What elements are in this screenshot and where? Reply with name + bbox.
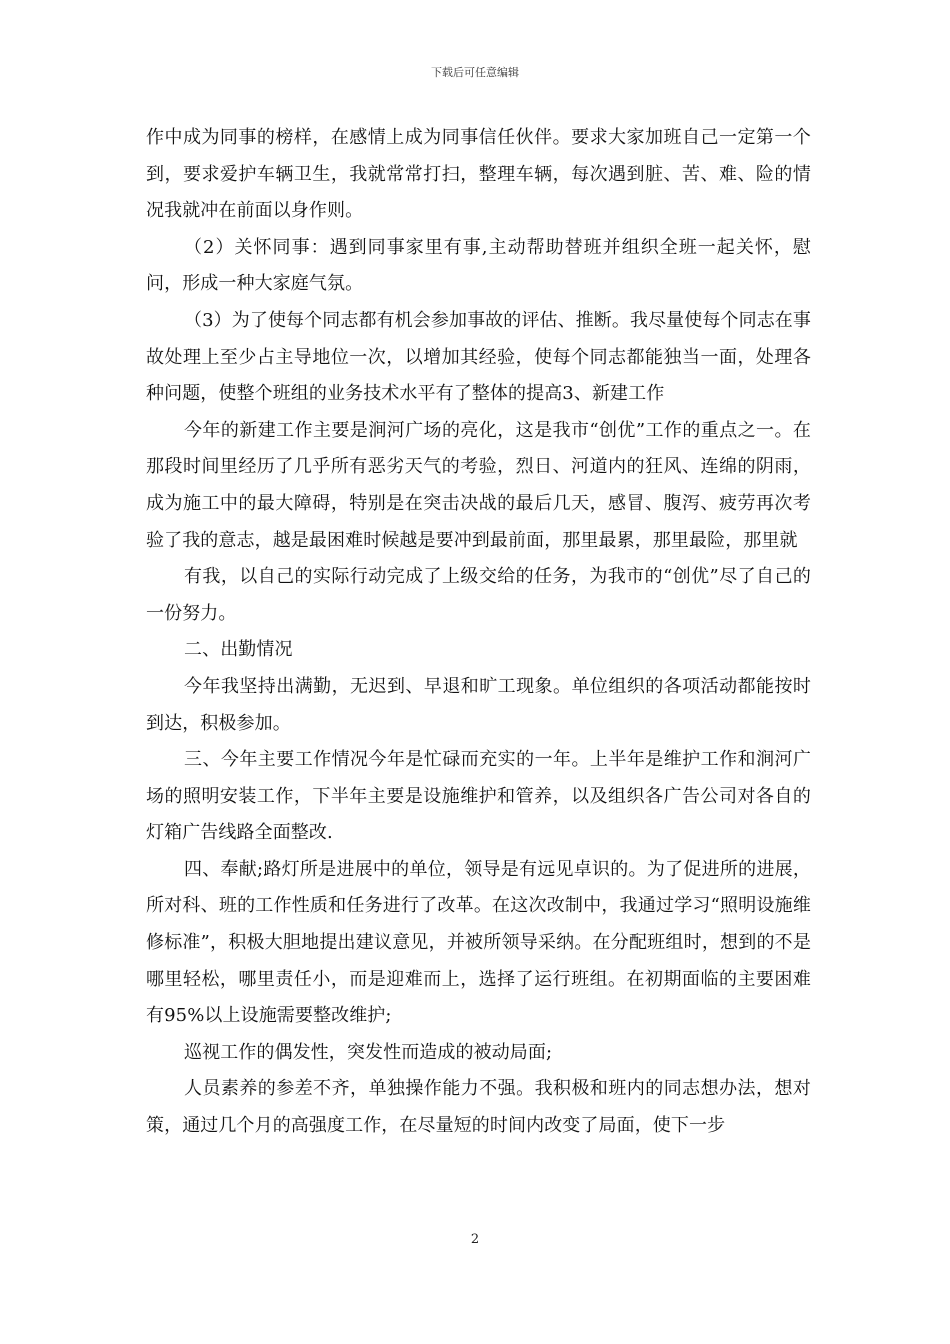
paragraph-3: （3）为了使每个同志都有机会参加事故的评估、推断。我尽量使每个同志在事故处理上至少占主导地位一次，以增加其经验，使每个同志都能独当一面，处理各种问题，使整个班组的业务技术水平有了整体的提高3、新建工作 <box>146 309 811 405</box>
paragraph-5: 有我，以自己的实际行动完成了上级交给的任务，为我市的“创优”尽了自己的一份努力。 <box>146 566 811 624</box>
paragraph-2: （2）关怀同事：遇到同事家里有事,主动帮助替班并组织全班一起关怀，慰问，形成一种大家庭气氛。 <box>146 236 811 295</box>
paragraph-11: 人员素养的参差不齐，单独操作能力不强。我积极和班内的同志想办法，想对策，通过几个月的高强度工作，在尽量短的时间内改变了局面，使下一步 <box>146 1078 811 1137</box>
paragraph-7: 今年我坚持出满勤，无迟到、早退和旷工现象。单位组织的各项活动都能按时到达，积极参加。 <box>146 675 811 734</box>
page-header-note: 下载后可任意编辑 <box>431 66 519 79</box>
document-body <box>146 120 811 1145</box>
paragraph-9: 四、奉献;路灯所是进展中的单位，领导是有远见卓识的。为了促进所的进展，所对科、班的工作性质和任务进行了改革。在这次改制中，我通过学习“照明设施维修标准”，积极大胆地提出建议意见，并被所领导采纳。在分配班组时，想到的不是哪里轻松，哪里责任小，而是迎难而上，选择了运行班组。在初期面临的主要困难有95%以上设施需要整改维护; <box>146 858 811 1027</box>
paragraph-10: 巡视工作的偶发性，突发性而造成的被动局面; <box>184 1041 553 1063</box>
paragraph-8: 三、今年主要工作情况今年是忙碌而充实的一年。上半年是维护工作和涧河广场的照明安装工作，下半年主要是设施维护和管养，以及组织各广告公司对各自的灯箱广告线路全面整改. <box>146 749 811 844</box>
page-number: 2 <box>470 1232 480 1247</box>
section-heading-attendance: 二、出勤情况 <box>184 639 293 661</box>
paragraph-1: 作中成为同事的榜样，在感情上成为同事信任伙伴。要求大家加班自己一定第一个到，要求爱护车辆卫生，我就常常打扫，整理车辆，每次遇到脏、苦、难、险的情况我就冲在前面以身作则。 <box>146 127 811 222</box>
paragraph-4: 今年的新建工作主要是涧河广场的亮化，这是我市“创优”工作的重点之一。在那段时间里经历了几乎所有恶劣天气的考验，烈日、河道内的狂风、连绵的阴雨，成为施工中的最大障碍，特别是在突击决战的最后几天，感冒、腹泻、疲劳再次考验了我的意志，越是最困难时候越是要冲到最前面，那里最累，那里最险，那里就 <box>146 419 811 551</box>
